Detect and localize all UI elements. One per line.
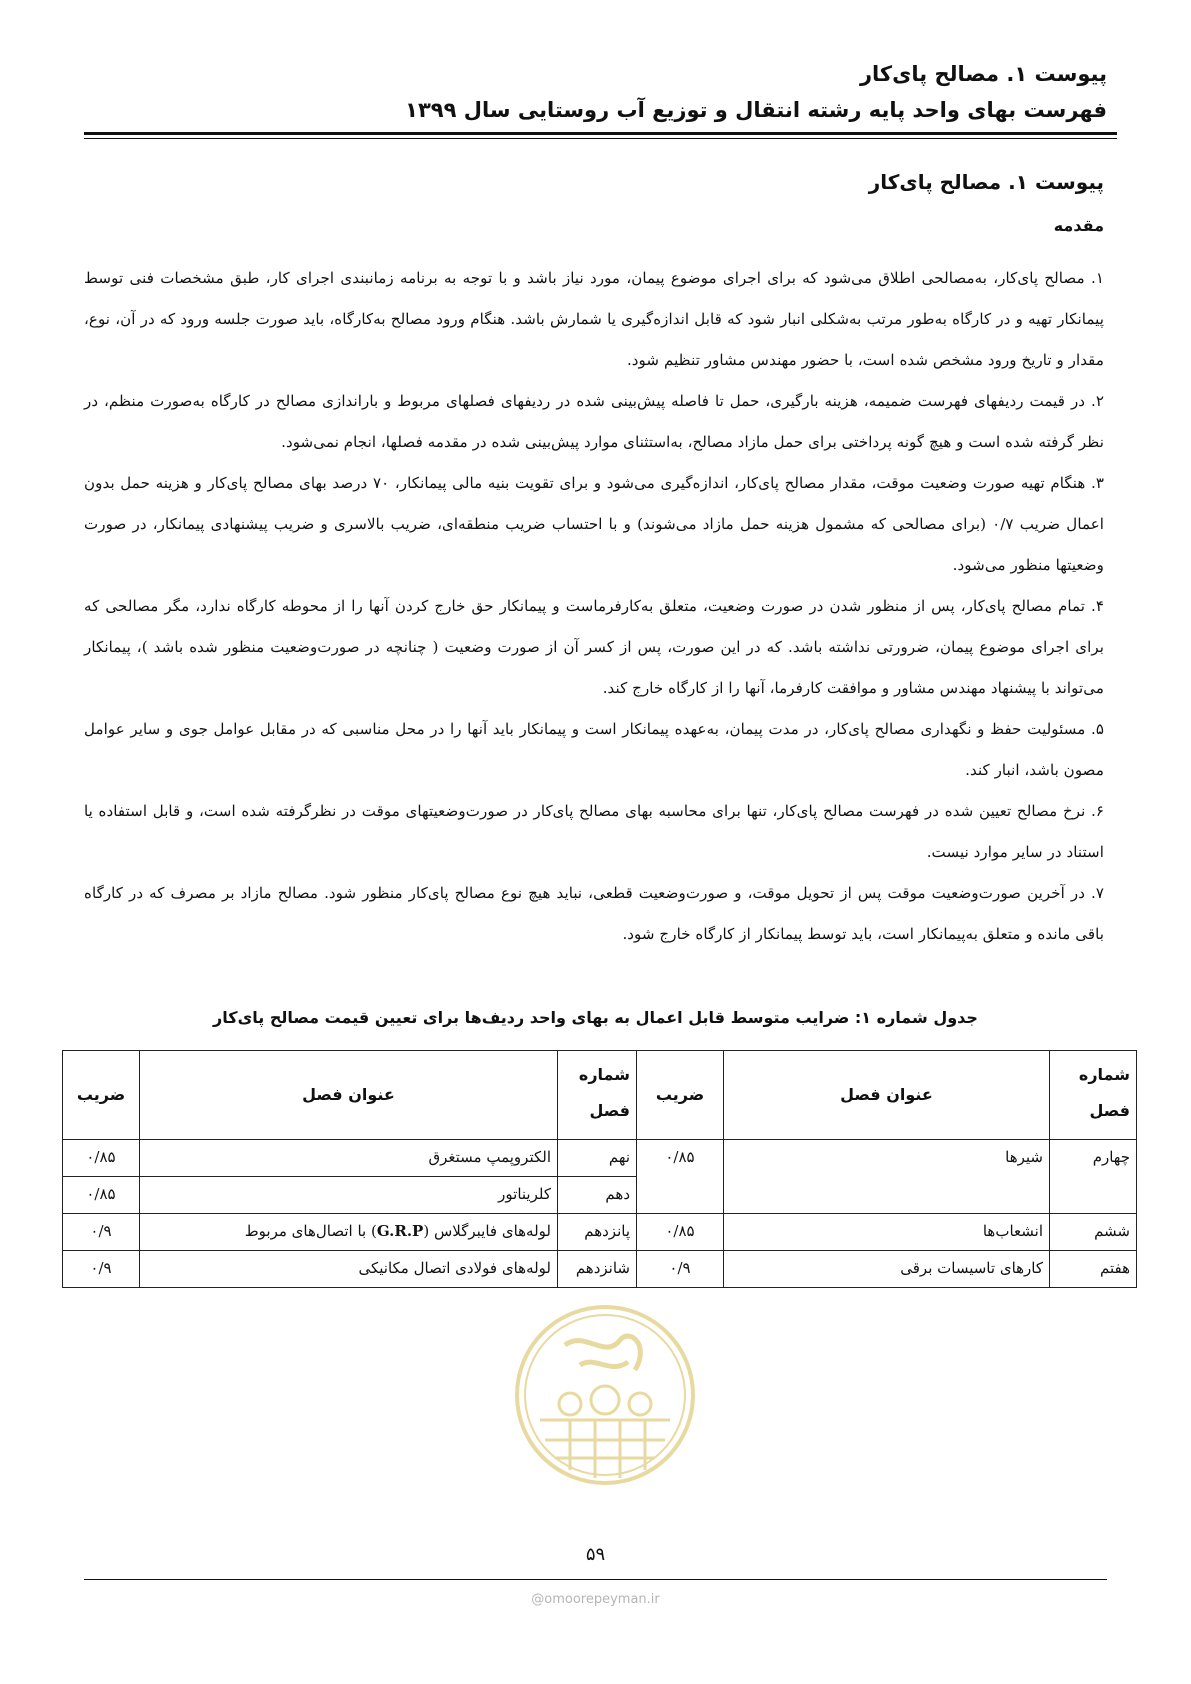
table-row [63,1251,1137,1288]
header-chapter-no-left: شماره فصل [558,1051,637,1140]
cell-chapter-title: الکتروپمپ مستغرق [140,1140,558,1177]
cell-chapter-title [140,1214,558,1251]
section-title: پیوست ۱. مصالح پای‌کار [868,170,1104,194]
watermark-logo-icon [510,1300,700,1490]
header-chapter-title-left: عنوان فصل [140,1051,558,1140]
cell-chapter-no: شانزدهم [558,1251,637,1288]
cell-chapter-title: انشعاب‌ها [724,1214,1050,1251]
cell-chapter-title: کارهای تاسیسات برقی [724,1251,1050,1288]
cell-chapter-title: لوله‌های فولادی اتصال مکانیکی [140,1251,558,1288]
paragraph-5: ۵. مسئولیت حفظ و نگهداری مصالح پای‌کار، در مدت پیمان، به‌عهده پیمانکار است و پیمانکار باید آنها را در محل مناسبی که در مقابل عوامل جوی و سایر عوامل مصون باشد، انبار کند. [84,720,1104,779]
cell-chapter-title: کلریناتور [140,1177,558,1214]
paragraph-4: ۴. تمام مصالح پای‌کار، پس از منظور شدن در صورت وضعیت، متعلق به‌کارفرماست و پیمانکار حق خارج کردن آنها را از محوطه کارگاه ندارد، مگر مصالحی که برای اجرای موضوع پیمان، ضرورتی نداشته باشد. که در این صورت، پس از کسر آن از صورت وضعیت ( چنانچه در صورت‌وضعیت منظور شده باشد )، پیمانکار می‌تواند با پیشنهاد مهندس مشاور و موافقت کارفرما، آنها را از کارگاه خارج کند. [84,597,1104,697]
table-header-row [63,1051,1137,1140]
coefficients-table [62,1050,1137,1288]
header-divider-thin [84,138,1117,139]
cell-coef: ۰/۸۵ [63,1177,140,1214]
header-chapter-title-right: عنوان فصل [724,1051,1050,1140]
cell-coef: ۰/۹ [637,1251,724,1288]
paragraph-1: ۱. مصالح پای‌کار، به‌مصالحی اطلاق می‌شود که برای اجرای موضوع پیمان، مورد نیاز باشد و با توجه به برنامه زمانبندی اجرای کار، طبق مشخصات فنی توسط پیمانکار تهیه و در کارگاه به‌طور مرتب به‌شکلی انبار شود که قابل اندازه‌گیری یا شمارش باشد. هنگام ورود مصالح به‌کارگاه، باید صورت جلسه ورود که در آن، نوع، مقدار و تاریخ ورود مشخص شده است، با حضور مهندس مشاور تنظیم شود. [84,269,1104,369]
cell-coef: ۰/۹ [63,1214,140,1251]
website-watermark: @omoorepeyman.ir [531,1592,660,1607]
header-chapter-no-right: شماره فصل [1050,1051,1137,1140]
cell-chapter-title: شیرها [724,1140,1050,1214]
running-header-subtitle: فهرست بهای واحد پایه رشته انتقال و توزیع آب روستایی سال ۱۳۹۹ [405,98,1107,122]
table-caption: جدول شماره ۱: ضرایب متوسط قابل اعمال به بهای واحد ردیف‌ها برای تعیین قیمت مصالح پای‌کار [213,1008,978,1027]
grp-title-pre: لوله‌های فایبرگلاس ( [423,1222,551,1240]
cell-chapter-no: نهم [558,1140,637,1177]
footer-divider [84,1579,1107,1580]
body-text [84,258,1104,955]
running-header-title: پیوست ۱. مصالح پای‌کار [859,62,1107,86]
section-subtitle: مقدمه [1053,216,1104,235]
paragraph-2: ۲. در قیمت ردیفهای فهرست ضمیمه، هزینه بارگیری، حمل تا فاصله پیش‌بینی شده در ردیفهای فصلهای مربوط و باراندازی مصالح در کارگاه به‌صورت منظم، در نظر گرفته شده است و هیچ گونه پرداختی برای حمل مازاد مصالح، به‌استثنای موارد پیش‌بینی شده در مقدمه فصلها، انجام نمی‌شود. [84,392,1104,451]
cell-coef: ۰/۸۵ [637,1140,724,1214]
cell-chapter-no: ششم [1050,1214,1137,1251]
cell-coef: ۰/۸۵ [637,1214,724,1251]
table-row [63,1140,1137,1177]
cell-coef: ۰/۹ [63,1251,140,1288]
paragraph-3: ۳. هنگام تهیه صورت وضعیت موقت، مقدار مصالح پای‌کار، اندازه‌گیری می‌شود و برای تقویت بنیه مالی پیمانکار، ۷۰ درصد بهای مصالح پای‌کار و هزینه حمل بدون اعمال ضریب ۰/۷ (برای مصالحی که مشمول هزینه حمل مازاد می‌شوند) و با احتساب ضریب منطقه‌ای، ضریب بالاسری و ضریب پیشنهادی پیمانکار، در صورت وضعیتها منظور می‌شود. [84,474,1105,574]
header-divider-thick [84,132,1117,135]
cell-chapter-no: پانزدهم [558,1214,637,1251]
cell-chapter-no: دهم [558,1177,637,1214]
paragraph-6: ۶. نرخ مصالح تعیین شده در فهرست مصالح پای‌کار، تنها برای محاسبه بهای مصالح پای‌کار در صورت‌وضعیتهای موقت در نظرگرفته شده است، و قابل استفاده یا استناد در سایر موارد نیست. [84,802,1104,861]
page-number: ۵۹ [585,1544,606,1565]
grp-title-abbr: G.R.P [376,1222,424,1240]
cell-coef: ۰/۸۵ [63,1140,140,1177]
header-coef-left: ضریب [63,1051,140,1140]
paragraph-7: ۷. در آخرین صورت‌وضعیت موقت پس از تحویل موقت، و صورت‌وضعیت قطعی، نباید هیچ نوع مصالح پای‌کار منظور شود. مصالح مازاد بر مصرف که در کارگاه باقی مانده و متعلق به‌پیمانکار است، باید توسط پیمانکار از کارگاه خارج شود. [84,884,1104,943]
table-row [63,1214,1137,1251]
header-coef-right: ضریب [637,1051,724,1140]
grp-title-post: ) با اتصال‌های مربوط [244,1222,377,1240]
cell-chapter-no: چهارم [1050,1140,1137,1214]
cell-chapter-no: هفتم [1050,1251,1137,1288]
